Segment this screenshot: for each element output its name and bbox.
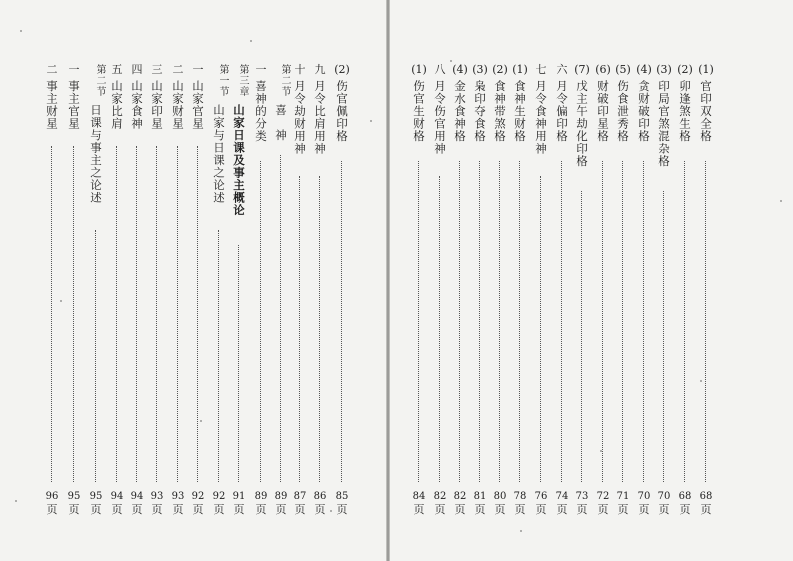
page-number-value: 72 (596, 491, 610, 502)
page-number-value: 85 (335, 491, 349, 502)
toc-entry-title: 山家食神 (130, 80, 144, 130)
toc-entry-title: 食神带煞格 (493, 80, 507, 143)
toc-entry-number: 十 (294, 63, 306, 76)
dot-leader (197, 146, 198, 482)
toc-entry-title: 山家官星 (191, 80, 205, 130)
page-number-value: 70 (637, 491, 651, 502)
toc-entry-number: 六 (556, 63, 568, 76)
toc-page-number (108, 490, 126, 516)
page-number-value: 93 (150, 491, 164, 502)
page-number-value: 92 (191, 491, 205, 502)
page-number-value: 92 (212, 491, 226, 502)
paper-speck (250, 40, 252, 42)
toc-entry[interactable] (189, 50, 207, 520)
toc-entry[interactable] (697, 50, 715, 520)
page-number-value: 95 (67, 491, 81, 502)
page-number-value: 81 (473, 491, 487, 502)
dot-leader (479, 161, 480, 482)
toc-entry[interactable] (451, 50, 469, 520)
paper-speck (700, 380, 702, 382)
dot-leader (705, 161, 706, 482)
toc-page-number (87, 490, 105, 516)
toc-entry-title: 官印双全格 (699, 80, 713, 143)
page-suffix: 页 (638, 503, 650, 516)
toc-right-page (390, 0, 793, 561)
page-suffix: 页 (494, 503, 506, 516)
toc-entry[interactable] (43, 50, 61, 520)
dot-leader (418, 161, 419, 482)
page-number-value: 87 (293, 491, 307, 502)
paper-speck (200, 420, 202, 422)
toc-entry-number: 二 (172, 63, 184, 76)
toc-entry[interactable] (87, 50, 105, 520)
page-suffix: 页 (413, 503, 425, 516)
toc-entry-title: 事主财星 (45, 80, 59, 130)
dot-leader (540, 176, 541, 482)
page-number-value: 96 (45, 491, 59, 502)
page-suffix: 页 (454, 503, 466, 516)
toc-entry-number: 一 (255, 63, 267, 76)
toc-entry-number: (7) (574, 63, 590, 76)
dot-leader (95, 230, 96, 482)
toc-entry-number: (6) (595, 63, 611, 76)
page-number-value: 82 (453, 491, 467, 502)
toc-entry-title: 喜 神 (274, 104, 288, 142)
toc-entry-number: (1) (512, 63, 528, 76)
toc-entry-title: 月令劫财用神 (293, 80, 307, 155)
toc-entry-title: 伤官生财格 (412, 80, 426, 143)
toc-entry[interactable] (511, 50, 529, 520)
page-number-value: 86 (313, 491, 327, 502)
toc-entry-number: 七 (535, 63, 547, 76)
toc-page-number (491, 490, 509, 516)
dot-leader (299, 176, 300, 482)
page-suffix: 页 (213, 503, 225, 516)
toc-entry-title: 食神生财格 (513, 80, 527, 143)
dot-leader (156, 146, 157, 482)
toc-entry[interactable] (311, 50, 329, 520)
toc-left-page (0, 0, 386, 561)
page-number-value: 89 (274, 491, 288, 502)
page-number-value: 82 (433, 491, 447, 502)
page-number-value: 80 (493, 491, 507, 502)
toc-entry-title: 山家财星 (171, 80, 185, 130)
toc-entry[interactable] (128, 50, 146, 520)
toc-entry[interactable] (676, 50, 694, 520)
toc-page-number (169, 490, 187, 516)
toc-page-number (573, 490, 591, 516)
page-number-value: 70 (657, 491, 671, 502)
toc-entry-number: (4) (636, 63, 652, 76)
toc-entry-number: 九 (314, 63, 326, 76)
page-suffix: 页 (90, 503, 102, 516)
page-suffix: 页 (597, 503, 609, 516)
toc-entry[interactable] (594, 50, 612, 520)
page-number-value: 68 (699, 491, 713, 502)
dot-leader (561, 161, 562, 482)
toc-entry[interactable] (532, 50, 550, 520)
page-suffix: 页 (434, 503, 446, 516)
toc-entry-number: 一 (68, 63, 80, 76)
toc-entry-title: 伤官佩印格 (335, 80, 349, 143)
page-number-value: 93 (171, 491, 185, 502)
paper-speck (60, 300, 62, 302)
toc-entry[interactable] (252, 50, 270, 520)
page-suffix: 页 (576, 503, 588, 516)
page-suffix: 页 (255, 503, 267, 516)
toc-entry-number: 第三章 (237, 64, 248, 97)
dot-leader (260, 161, 261, 482)
page-suffix: 页 (658, 503, 670, 516)
toc-entry-title: 贪财破印格 (637, 80, 651, 143)
page-suffix: 页 (679, 503, 691, 516)
toc-entry[interactable] (573, 50, 591, 520)
page-number-value: 74 (555, 491, 569, 502)
toc-page-number (311, 490, 329, 516)
toc-entry[interactable] (65, 50, 83, 520)
toc-entry-number: (1) (411, 63, 427, 76)
toc-entry[interactable] (471, 50, 489, 520)
page-suffix: 页 (314, 503, 326, 516)
toc-entry-number: 第二节 (94, 64, 105, 97)
toc-entry[interactable] (291, 50, 309, 520)
toc-entry[interactable] (230, 50, 248, 520)
toc-entry[interactable] (210, 50, 228, 520)
toc-entry-number: 四 (131, 63, 143, 76)
toc-entry-number: (3) (656, 63, 672, 76)
toc-page-number (635, 490, 653, 516)
toc-page-number (272, 490, 290, 516)
toc-entry[interactable] (108, 50, 126, 520)
toc-entry[interactable] (635, 50, 653, 520)
toc-entry[interactable] (410, 50, 428, 520)
toc-page-number (471, 490, 489, 516)
paper-speck (20, 30, 22, 32)
toc-entry-title: 山家日课及事主概论 (232, 104, 246, 217)
toc-entry-title: 月令比肩用神 (313, 80, 327, 155)
toc-entry-title: 喜神的分类 (254, 80, 268, 143)
dot-leader (643, 161, 644, 482)
paper-speck (15, 500, 17, 502)
paper-speck (600, 450, 602, 452)
toc-page-number (43, 490, 61, 516)
dot-leader (177, 146, 178, 482)
toc-entry-title: 山家与日课之论述 (212, 104, 226, 204)
dot-leader (499, 161, 500, 482)
toc-entry-title: 日课与事主之论述 (89, 104, 103, 204)
toc-entry-number: (4) (452, 63, 468, 76)
dot-leader (136, 146, 137, 482)
toc-entry-number: 三 (151, 63, 163, 76)
toc-entry-title: 山家印星 (150, 80, 164, 130)
toc-page-number (511, 490, 529, 516)
page-suffix: 页 (131, 503, 143, 516)
toc-entry[interactable] (614, 50, 632, 520)
page-number-value: 95 (89, 491, 103, 502)
page-suffix: 页 (700, 503, 712, 516)
page-suffix: 页 (336, 503, 348, 516)
dot-leader (519, 161, 520, 482)
toc-page-number (65, 490, 83, 516)
toc-page-number (614, 490, 632, 516)
toc-entry-title: 卯逢煞生格 (678, 80, 692, 143)
dot-leader (238, 245, 239, 482)
dot-leader (319, 176, 320, 482)
toc-page-number (676, 490, 694, 516)
toc-page-number (189, 490, 207, 516)
page-suffix: 页 (474, 503, 486, 516)
toc-page-number (594, 490, 612, 516)
dot-leader (622, 161, 623, 482)
page-suffix: 页 (617, 503, 629, 516)
page-number-value: 84 (412, 491, 426, 502)
page-suffix: 页 (294, 503, 306, 516)
toc-entry-title: 印局官煞混杂格 (657, 80, 671, 168)
page-number-value: 71 (616, 491, 630, 502)
toc-entry-number: (5) (615, 63, 631, 76)
page-number-value: 68 (678, 491, 692, 502)
dot-leader (581, 191, 582, 482)
dot-leader (51, 146, 52, 482)
page-number-value: 73 (575, 491, 589, 502)
toc-entry-title: 月令伤官用神 (433, 80, 447, 155)
toc-entry[interactable] (148, 50, 166, 520)
toc-page-number (333, 490, 351, 516)
toc-entry[interactable] (491, 50, 509, 520)
page-suffix: 页 (172, 503, 184, 516)
paper-speck (450, 60, 452, 62)
toc-page-number (210, 490, 228, 516)
toc-entry[interactable] (333, 50, 351, 520)
toc-entry-number: 五 (111, 63, 123, 76)
toc-page-number (553, 490, 571, 516)
toc-entry-title: 枭印夺食格 (473, 80, 487, 143)
page-number-value: 89 (254, 491, 268, 502)
dot-leader (73, 146, 74, 482)
toc-entry-number: (2) (492, 63, 508, 76)
paper-speck (330, 510, 332, 512)
dot-leader (602, 161, 603, 482)
toc-page-number (410, 490, 428, 516)
dot-leader (684, 161, 685, 482)
toc-entry[interactable] (655, 50, 673, 520)
toc-entry[interactable] (169, 50, 187, 520)
toc-page-number (230, 490, 248, 516)
paper-speck (370, 120, 372, 122)
toc-page-number (697, 490, 715, 516)
toc-page-number (451, 490, 469, 516)
page-suffix: 页 (111, 503, 123, 516)
paper-speck (520, 530, 522, 532)
toc-entry-number: (2) (677, 63, 693, 76)
toc-entry-number: (3) (472, 63, 488, 76)
page-suffix: 页 (514, 503, 526, 516)
toc-entry[interactable] (553, 50, 571, 520)
toc-page-number (655, 490, 673, 516)
page-suffix: 页 (151, 503, 163, 516)
dot-leader (663, 191, 664, 482)
page-suffix: 页 (275, 503, 287, 516)
page-number-value: 76 (534, 491, 548, 502)
toc-page-number (532, 490, 550, 516)
page-number-value: 91 (232, 491, 246, 502)
dot-leader (459, 161, 460, 482)
page-suffix: 页 (535, 503, 547, 516)
toc-entry-number: (1) (698, 63, 714, 76)
toc-entry[interactable] (431, 50, 449, 520)
toc-entry-number: 第一节 (217, 64, 228, 97)
toc-page-number (431, 490, 449, 516)
toc-entry-title: 财破印星格 (596, 80, 610, 143)
toc-entry-title: 月令食神用神 (534, 80, 548, 155)
dot-leader (439, 176, 440, 482)
page-number-value: 94 (110, 491, 124, 502)
dot-leader (341, 161, 342, 482)
toc-entry-title: 山家比肩 (110, 80, 124, 130)
paper-speck (780, 200, 782, 202)
toc-entry-title: 事主官星 (67, 80, 81, 130)
page-number-value: 94 (130, 491, 144, 502)
page-suffix: 页 (556, 503, 568, 516)
toc-entry-number: (2) (334, 63, 350, 76)
toc-entry-number: 一 (192, 63, 204, 76)
toc-entry-title: 金水食神格 (453, 80, 467, 143)
dot-leader (218, 230, 219, 482)
dot-leader (280, 155, 281, 482)
page-number-value: 78 (513, 491, 527, 502)
toc-page-number (148, 490, 166, 516)
toc-page-number (291, 490, 309, 516)
toc-page-number (252, 490, 270, 516)
page-suffix: 页 (46, 503, 58, 516)
toc-entry-title: 月令偏印格 (555, 80, 569, 143)
toc-page-number (128, 490, 146, 516)
toc-entry-title: 伤食泄秀格 (616, 80, 630, 143)
dot-leader (116, 146, 117, 482)
toc-entry[interactable] (272, 50, 290, 520)
toc-entry-number: 八 (434, 63, 446, 76)
page-suffix: 页 (192, 503, 204, 516)
toc-entry-number: 二 (46, 63, 58, 76)
page-suffix: 页 (233, 503, 245, 516)
toc-entry-number: 第二节 (279, 64, 290, 97)
toc-entry-title: 戊主午劫化印格 (575, 80, 589, 168)
page-suffix: 页 (68, 503, 80, 516)
